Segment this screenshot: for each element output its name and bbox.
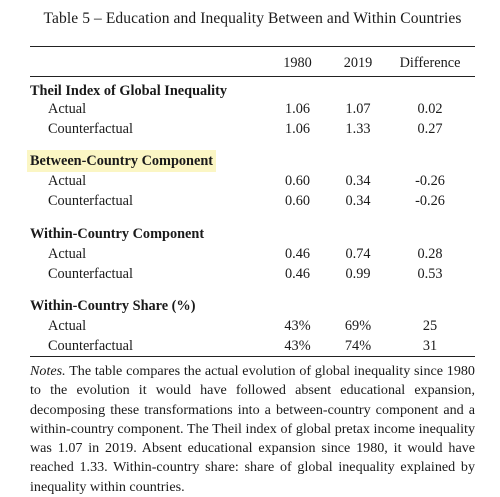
section-header-row: [30, 223, 475, 245]
row-label: Actual: [48, 318, 87, 334]
section-header-row: [30, 150, 475, 172]
row-label: Counterfactual: [48, 266, 133, 282]
table-row: [30, 170, 475, 192]
cell-2019: 1.07: [345, 101, 371, 117]
section-header-row: [30, 295, 475, 317]
table-row: [30, 190, 475, 212]
cell-2019: 69%: [344, 318, 372, 334]
table-row: [30, 243, 475, 265]
cell-2019: 1.33: [345, 121, 371, 137]
table-bottom-rule: [30, 356, 475, 357]
cell-difference: 31: [422, 338, 438, 354]
cell-1980: 0.60: [284, 173, 311, 189]
cell-1980: 43%: [284, 318, 311, 334]
table-row: [30, 315, 475, 337]
section-title-between-country: Between-Country Component: [27, 150, 216, 172]
section-title-within-country: Within-Country Component: [30, 226, 205, 242]
cell-1980: 0.46: [284, 266, 311, 282]
section-title-theil-index: Theil Index of Global Inequality: [30, 83, 228, 99]
cell-1980: 43%: [284, 338, 311, 354]
cell-1980: 0.60: [284, 193, 311, 209]
row-label: Counterfactual: [48, 193, 133, 209]
cell-difference: 0.27: [417, 121, 443, 137]
cell-1980: 0.46: [284, 246, 311, 262]
row-label: Counterfactual: [48, 338, 133, 354]
cell-difference: -0.26: [415, 193, 445, 209]
cell-difference: 0.53: [417, 266, 443, 282]
cell-2019: 74%: [344, 338, 372, 354]
row-label: Actual: [48, 246, 87, 262]
cell-difference: 0.28: [417, 246, 443, 262]
cell-2019: 0.34: [345, 173, 371, 189]
cell-difference: 25: [422, 318, 438, 334]
table-top-rule: [30, 46, 475, 47]
cell-1980: 1.06: [284, 101, 311, 117]
cell-2019: 0.34: [345, 193, 371, 209]
section-title-within-country-share: Within-Country Share (%): [30, 298, 196, 314]
column-header-1980: 1980: [283, 55, 312, 71]
column-header-difference: Difference: [399, 55, 461, 71]
row-label: Actual: [48, 173, 87, 189]
table-row: [30, 263, 475, 285]
notes-text: The table compares the actual evolution of global inequality since 1980 to the evolution it would have followed absent educational expansion, decomposing these transformations into a between-country component and a within-country component. The Theil index of global pretax income inequality was 1.07 in 2019. Absent educational expansion since 1980, it would have reached 1.33. Within-country share: share of global inequality explained by inequality within countries.: [30, 363, 475, 495]
row-label: Counterfactual: [48, 121, 133, 137]
cell-difference: -0.26: [415, 173, 445, 189]
paper-page: [30, 0, 475, 493]
cell-2019: 0.99: [345, 266, 371, 282]
table-row: [30, 335, 475, 357]
table-notes: [30, 362, 475, 497]
table-header-rule: [30, 76, 475, 77]
notes-lead: Notes.: [30, 363, 66, 379]
column-header-2019: 2019: [343, 55, 373, 71]
table-header-row: [30, 52, 475, 74]
cell-difference: 0.02: [417, 101, 443, 117]
table-row: [30, 98, 475, 120]
table-row: [30, 118, 475, 140]
cell-2019: 0.74: [345, 246, 371, 262]
cell-1980: 1.06: [284, 121, 311, 137]
row-label: Actual: [48, 101, 87, 117]
table-caption: Table 5 – Education and Inequality Between and Within Countries: [43, 10, 462, 27]
